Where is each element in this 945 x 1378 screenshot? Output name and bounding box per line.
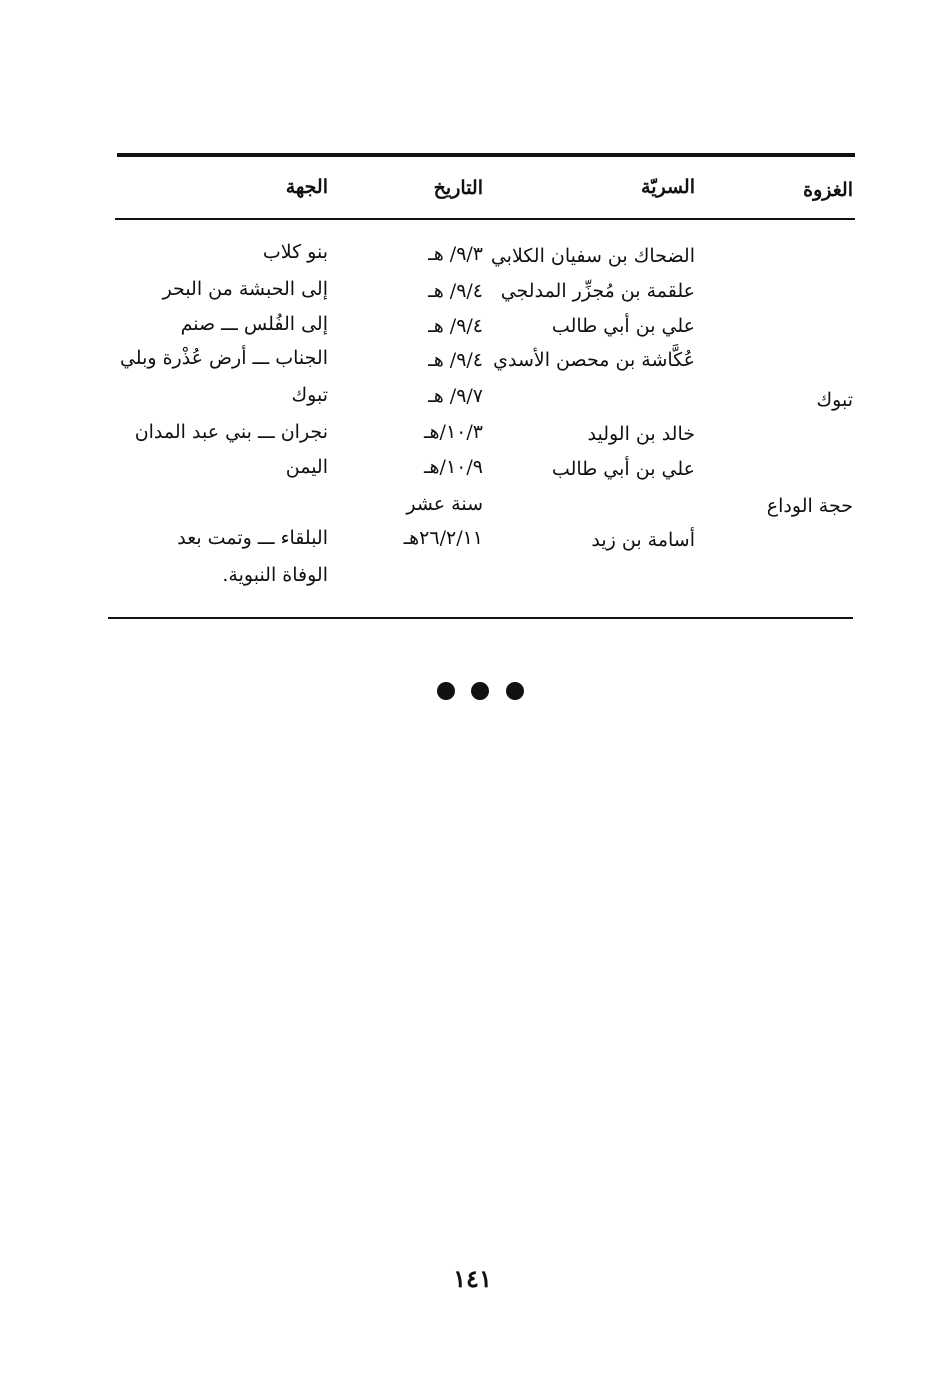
table-cell-sariya: علي بن أبي طالب: [551, 458, 695, 480]
table-cell-jiha: نجران ـــ بني عبد المدان: [134, 421, 328, 443]
table-cell-date: ١٠/٣/هـ: [423, 421, 483, 443]
header-date: التاريخ: [433, 177, 483, 199]
table-cell-date: ١٠/٩/هـ: [423, 456, 483, 478]
table-cell-sariya: خالد بن الوليد: [587, 423, 695, 445]
table-cell-jiha: بنو كلاب: [262, 241, 328, 263]
table-cell-jiha: إلى الحبشة من البحر: [162, 278, 328, 300]
table-cell-date: سنة عشر: [406, 493, 483, 515]
table-cell-sariya: أسامة بن زيد: [591, 529, 695, 551]
table-cell-ghazwa: تبوك: [816, 389, 853, 411]
table-cell-ghazwa: حجة الوداع: [766, 495, 853, 517]
table-cell-date: ٢٦/٢/١١هـ: [403, 527, 483, 549]
table-cell-sariya: علي بن أبي طالب: [551, 315, 695, 337]
table-header-rule: [115, 218, 855, 220]
table-cell-date: ٩/٤/ هـ: [428, 349, 483, 371]
table-cell-date: ٩/٣/ هـ: [428, 243, 483, 265]
dot-icon: [506, 682, 524, 700]
table-cell-sariya: علقمة بن مُجزِّر المدلجي: [500, 280, 695, 302]
table-cell-jiha: البلقاء ـــ وتمت بعد: [177, 527, 328, 549]
table-cell-jiha: تبوك: [291, 384, 328, 406]
table-cell-date: ٩/٧/ هـ: [428, 385, 483, 407]
table-cell-jiha: إلى الفُلس ـــ صنم: [180, 313, 328, 335]
table-bottom-rule: [108, 617, 853, 619]
header-jiha: الجهة: [285, 176, 328, 198]
table-cell-date: ٩/٤/ هـ: [428, 280, 483, 302]
section-separator-dots: [437, 682, 527, 702]
table-cell-jiha: الجناب ـــ أرض عُذْرة وبلي: [119, 347, 328, 369]
header-ghazwa: الغزوة: [803, 179, 853, 201]
dot-icon: [437, 682, 455, 700]
table-cell-sariya: عُكَّاشة بن محصن الأسدي: [493, 349, 695, 371]
table-cell-jiha: الوفاة النبوية.: [222, 564, 328, 586]
table-cell-date: ٩/٤/ هـ: [428, 315, 483, 337]
page-number: ١٤١: [453, 1264, 492, 1293]
table-cell-jiha: اليمن: [285, 456, 328, 478]
table-cell-sariya: الضحاك بن سفيان الكلابي: [490, 245, 695, 267]
dot-icon: [471, 682, 489, 700]
table-top-rule: [117, 153, 855, 157]
header-sariya: السريّة: [641, 176, 695, 198]
